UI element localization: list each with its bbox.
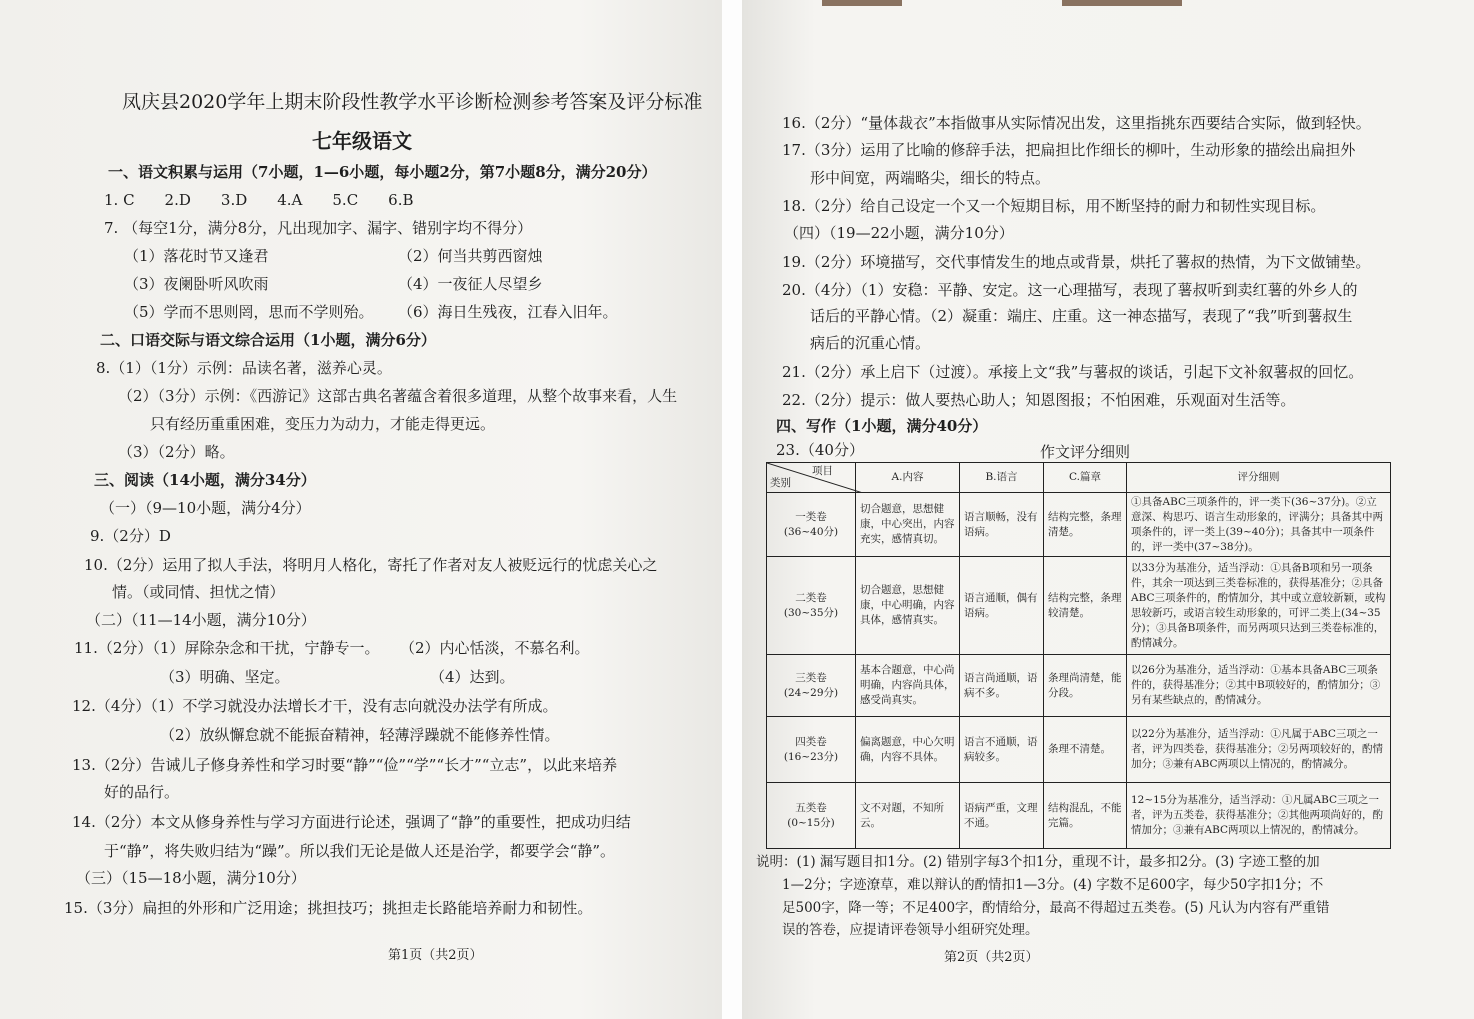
rule-cell: 以33分为基准分，适当浮动：①具备B项和另一项条件，其余一项达到三类卷标准的，获得基准分；②具备ABC三项条件的，酌情加分，其中或立意较新颖，或构思较新巧，或语言较生动形象的，可评二类上(34~35分)；③具备B项条件，而另两项只达到三类卷标准的，酌情减分。 [1127, 557, 1391, 655]
table-title: 作文评分细则 [1040, 443, 1131, 461]
rule-cell: 12~15分为基准分，适当浮动：①凡属ABC三项之一者，评为五类卷，获得基准分；②其他两项尚好的，酌情加分；③兼有ABC两项以上情况的，酌情减分。 [1127, 783, 1391, 849]
text-line: 于“静”，将失败归结为“躁”。所以我们无论是做人还是治学，都要学会“静”。 [104, 842, 616, 860]
text-line: 二、口语交际与语文综合运用（1小题，满分6分） [100, 331, 436, 349]
text-line: （2）放纵懈怠就不能振奋精神，轻薄浮躁就不能修养性情。 [160, 726, 560, 744]
content-cell: 切合题意，思想健康，中心明确，内容具体，感情真实。 [856, 557, 960, 655]
text-line: 9.（2分）D [90, 527, 171, 545]
text-line: 一、语文积累与运用（7小题，1—6小题，每小题2分，第7小题8分，满分20分） [108, 163, 657, 181]
category-name: 三类卷 [795, 671, 827, 684]
text-line: 20.（4分）（1）安稳：平静、安定。这一心理描写，表现了薯叔听到卖红薯的外乡人的 [782, 281, 1358, 299]
scan-edge [1062, 0, 1182, 6]
document-subtitle: 七年级语文 [312, 129, 412, 153]
text-line: 情。（或同情、担忧之情） [112, 583, 285, 601]
text-line: （4）一夜征人尽望乡 [398, 275, 543, 293]
header-item: 项目 [812, 465, 833, 477]
text-line: 17.（3分）运用了比喻的修辞手法，把扁担比作细长的柳叶，生动形象的描绘出扁担外 [782, 141, 1356, 159]
text-line: （2）内心恬淡，不慕名利。 [400, 639, 590, 657]
category-range: (24~29分) [783, 686, 839, 699]
rule-cell: 以26分为基准分，适当浮动：①基本具备ABC三项条件的，获得基准分；②其中B项较好的，酌情加分；③另有某些缺点的，酌情减分。 [1127, 655, 1391, 717]
header-structure: C.篇章 [1044, 463, 1127, 493]
text-line: 三、阅读（14小题，满分34分） [94, 471, 316, 489]
text-line: 13.（2分）告诫儿子修身养性和学习时要“静”“俭”“学”“长才”“立志”，以此来培养 [72, 756, 618, 774]
category-name: 五类卷 [795, 801, 827, 814]
text-line: 只有经历重重困难，变压力为动力，才能走得更远。 [150, 415, 496, 433]
text-line: （三）（15—18小题，满分10分） [76, 869, 306, 887]
page-gap [722, 0, 742, 1019]
text-line: （5）学而不思则罔，思而不学则殆。 [124, 303, 374, 321]
text-line: 23.（40分） [776, 441, 864, 459]
page-footer: 第2页（共2页） [944, 950, 1039, 965]
text-line: 21.（2分）承上启下（过渡）。承接上文“我”与薯叔的谈话，引起下文补叙薯叔的回忆。 [782, 363, 1364, 381]
note-line: 误的答卷，应提请评卷领导小组研究处理。 [782, 922, 1039, 938]
text-line: 好的品行。 [104, 783, 180, 801]
header-language: B.语言 [960, 463, 1044, 493]
text-line: （一）（9—10小题，满分4分） [100, 499, 311, 517]
category-name: 四类卷 [795, 735, 827, 748]
content-cell: 文不对题，不知所云。 [856, 783, 960, 849]
text-line: （1）落花时节又逢君 [124, 247, 269, 265]
text-line: 7. （每空1分，满分8分，凡出现加字、漏字、错别字均不得分） [104, 219, 533, 237]
structure-cell: 结构混乱，不能完篇。 [1044, 783, 1127, 849]
language-cell: 语言尚通顺，语病不多。 [960, 655, 1044, 717]
text-line: （3）明确、坚定。 [160, 668, 290, 686]
structure-cell: 结构完整，条理清楚。 [1044, 493, 1127, 557]
page-footer: 第1页（共2页） [388, 948, 483, 963]
text-line: 12.（4分）（1）不学习就没办法增长才干，没有志向就没办法学有所成。 [72, 697, 558, 715]
category-cell [767, 783, 856, 849]
text-line: （2）何当共剪西窗烛 [398, 247, 543, 265]
structure-cell: 条理不清楚。 [1044, 717, 1127, 783]
text-line: 16.（2分）“量体裁衣”本指做事从实际情况出发，这里指挑东西要结合实际，做到轻快。 [782, 114, 1371, 132]
text-line: （四）（19—22小题，满分10分） [784, 224, 1014, 242]
note-line: 足500字，降一等；不足400字，酌情给分，最高不得超过五类卷。(5) 凡认为内容有严重错 [782, 900, 1330, 916]
text-line: 14.（2分）本文从修身养性与学习方面进行论述，强调了“静”的重要性，把成功归结 [72, 813, 631, 831]
text-line: 22.（2分）提示：做人要热心助人；知恩图报；不怕困难，乐观面对生活等。 [782, 391, 1296, 409]
page-1 [0, 0, 722, 1019]
text-line: 四、写作（1小题，满分40分） [776, 417, 988, 435]
category-cell [767, 557, 856, 655]
category-cell [767, 493, 856, 557]
content-cell: 偏离题意，中心欠明确，内容不具体。 [856, 717, 960, 783]
scoring-table [766, 462, 1391, 849]
category-range: (16~23分) [783, 750, 839, 763]
table-row [767, 655, 1391, 717]
scan-edge [822, 0, 902, 6]
table-row [767, 783, 1391, 849]
note-line: 1—2分；字迹潦草，难以辩认的酌情扣1—3分。(4) 字数不足600字，每少50字扣1分；不 [782, 877, 1324, 893]
text-line: 病后的沉重心情。 [810, 334, 931, 352]
category-range: (30~35分) [783, 606, 839, 619]
table-row [767, 717, 1391, 783]
header-rules: 评分细则 [1127, 463, 1391, 493]
table-row [767, 557, 1391, 655]
text-line: （3）（2分）略。 [118, 443, 235, 461]
header-corner [767, 463, 856, 493]
category-cell [767, 717, 856, 783]
text-line: 19.（2分）环境描写，交代事情发生的地点或背景，烘托了薯叔的热情，为下文做铺垫。 [782, 253, 1371, 271]
structure-cell: 结构完整，条理较清楚。 [1044, 557, 1127, 655]
text-line: 15.（3分）扁担的外形和广泛用途；挑担技巧；挑担走长路能培养耐力和韧性。 [64, 899, 593, 917]
text-line: （6）海日生残夜，江春入旧年。 [398, 303, 618, 321]
text-line: 11.（2分）（1）屏除杂念和干扰，宁静专一。 [74, 639, 380, 657]
language-cell: 语言通顺，偶有语病。 [960, 557, 1044, 655]
rule-cell: 以22分为基准分，适当浮动：①凡属于ABC三项之一者，评为四类卷，获得基准分；②另两项较好的，酌情加分；③兼有ABC两项以上情况的，酌情减分。 [1127, 717, 1391, 783]
text-line: 10.（2分）运用了拟人手法，将明月人格化，寄托了作者对友人被贬远行的忧虑关心之 [84, 556, 658, 574]
text-line: 形中间宽，两端略尖，细长的特点。 [810, 169, 1051, 187]
category-cell [767, 655, 856, 717]
category-name: 一类卷 [795, 510, 827, 523]
text-line: （4）达到。 [430, 668, 515, 686]
text-line: 话后的平静心情。（2）凝重：端庄、庄重。这一神态描写，表现了“我”听到薯叔生 [810, 307, 1353, 325]
category-range: (0~15分) [787, 816, 835, 829]
category-range: (36~40分) [783, 525, 839, 538]
table-row [767, 493, 1391, 557]
rule-cell: ①具备ABC三项条件的，评一类下(36~37分)。②立意深、构思巧、语言生动形象的，评满分；具备其中两项条件的，评一类上(39~40分)；具备其中一项条件的，评一类中(37~38分)。 [1127, 493, 1391, 557]
language-cell: 语言顺畅，没有语病。 [960, 493, 1044, 557]
header-category: 类别 [770, 477, 791, 489]
note-line: 说明：(1) 漏写题目扣1分。(2) 错别字每3个扣1分，重现不计，最多扣2分。(3) 字迹工整的加 [756, 854, 1320, 870]
language-cell: 语言不通顺，语病较多。 [960, 717, 1044, 783]
text-line: 1. C 2.D 3.D 4.A 5.C 6.B [104, 191, 414, 209]
text-line: （二）（11—14小题，满分10分） [86, 611, 316, 629]
text-line: 8.（1）（1分）示例：品读名著，滋养心灵。 [96, 359, 392, 377]
document-title: 凤庆县2020学年上期末阶段性教学水平诊断检测参考答案及评分标准 [122, 91, 703, 113]
text-line: （2）（3分）示例：《西游记》这部古典名著蕴含着很多道理，从整个故事来看，人生 [118, 387, 678, 405]
content-cell: 基本合题意，中心尚明确，内容尚具体，感受尚真实。 [856, 655, 960, 717]
language-cell: 语病严重，文理不通。 [960, 783, 1044, 849]
structure-cell: 条理尚清楚，能分段。 [1044, 655, 1127, 717]
text-line: （3）夜阑卧听风吹雨 [124, 275, 269, 293]
text-line: 18.（2分）给自己设定一个又一个短期目标，用不断坚持的耐力和韧性实现目标。 [782, 197, 1326, 215]
header-content: A.内容 [856, 463, 960, 493]
content-cell: 切合题意，思想健康，中心突出，内容充实，感情真切。 [856, 493, 960, 557]
category-name: 二类卷 [795, 591, 827, 604]
